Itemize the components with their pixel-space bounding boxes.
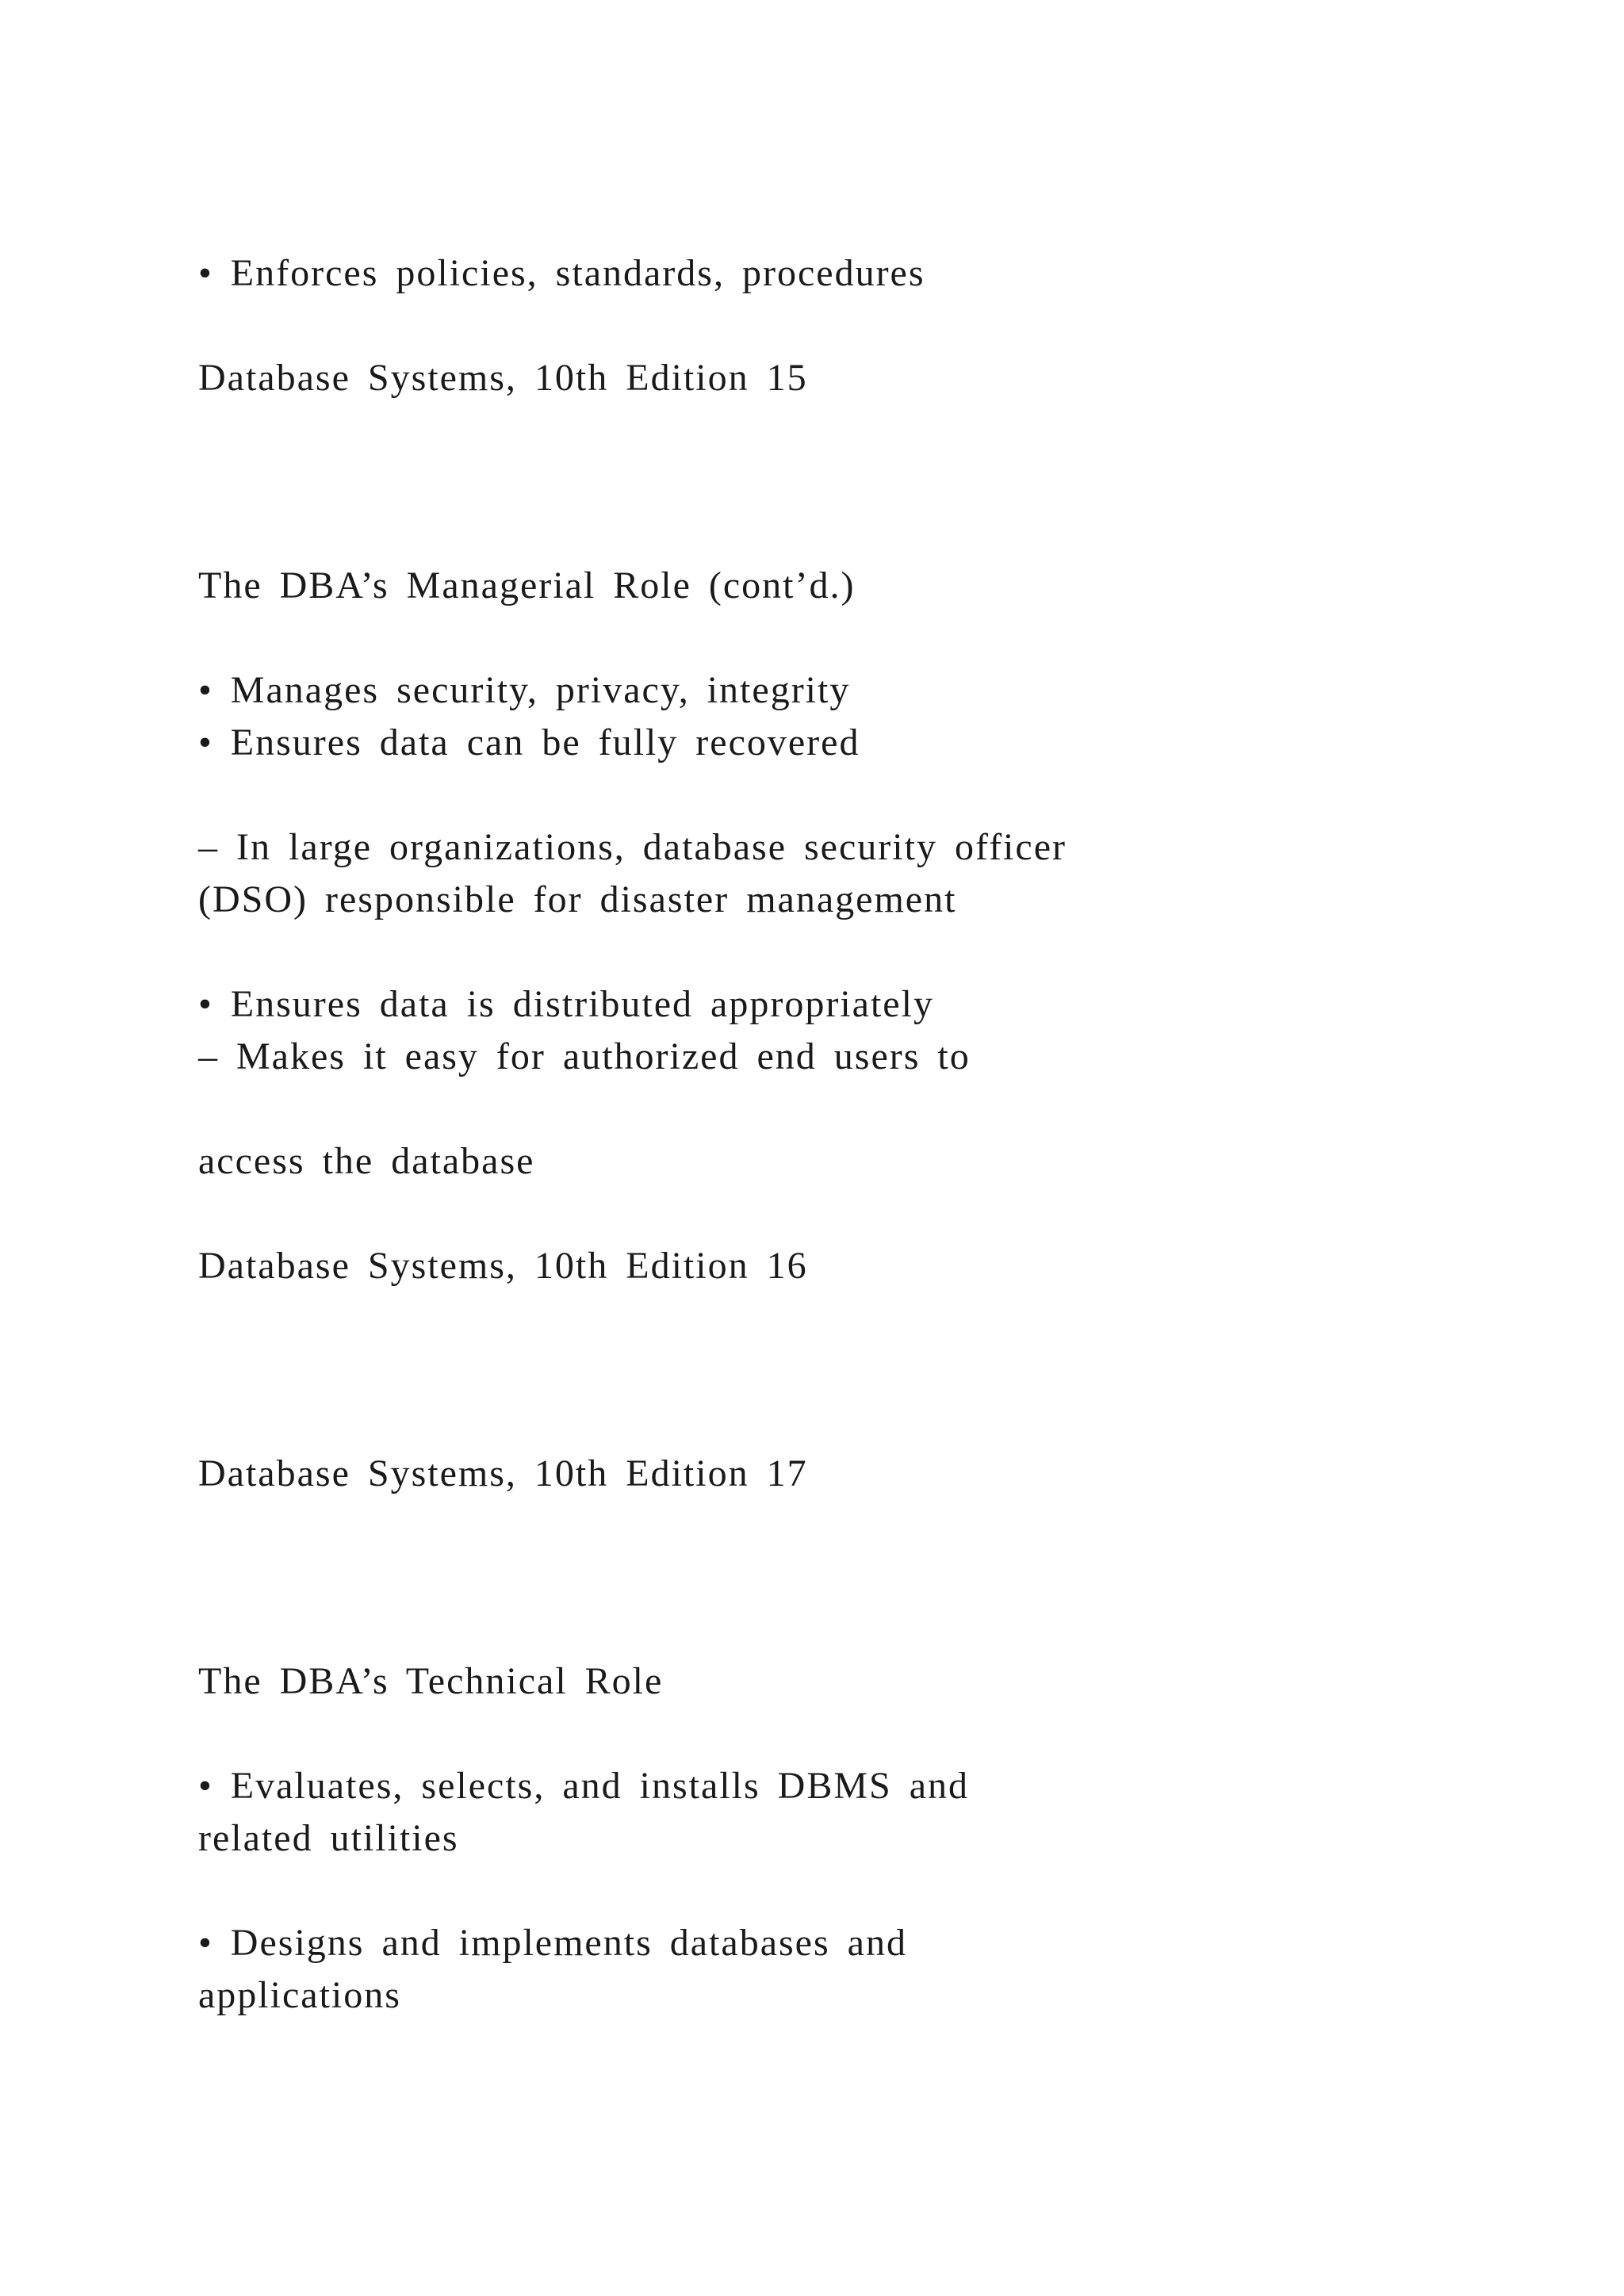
slide-title-technical-role: The DBA’s Technical Role	[198, 1660, 664, 1702]
bullet-ensures-recovery: • Ensures data can be fully recovered	[198, 721, 860, 763]
sub-bullet-authorized-users: – Makes it easy for authorized end users to	[198, 1035, 971, 1077]
bullet-distributed-appropriately: • Ensures data is distributed appropriately	[198, 983, 934, 1025]
slide-footer-16: Database Systems, 10th Edition 16	[198, 1245, 808, 1287]
sub-bullet-dso-line-2: (DSO) responsible for disaster management	[198, 878, 957, 920]
slide-footer-17: Database Systems, 10th Edition 17	[198, 1452, 808, 1494]
sub-bullet-dso-line-1: – In large organizations, database security officer	[198, 826, 1067, 868]
slide-footer-15: Database Systems, 10th Edition 15	[198, 357, 808, 399]
bullet-evaluates-installs-line-1: • Evaluates, selects, and installs DBMS and	[198, 1765, 970, 1807]
bullet-designs-implements-line-2: applications	[198, 1974, 401, 2016]
bullet-manages-security: • Manages security, privacy, integrity	[198, 669, 851, 711]
bullet-designs-implements-line-1: • Designs and implements databases and	[198, 1922, 907, 1964]
bullet-evaluates-installs-line-2: related utilities	[198, 1817, 459, 1859]
slide-title-managerial-role-contd: The DBA’s Managerial Role (cont’d.)	[198, 564, 856, 607]
bullet-enforces-policies: • Enforces policies, standards, procedures	[198, 252, 925, 294]
sub-bullet-authorized-users-cont: access the database	[198, 1140, 535, 1182]
